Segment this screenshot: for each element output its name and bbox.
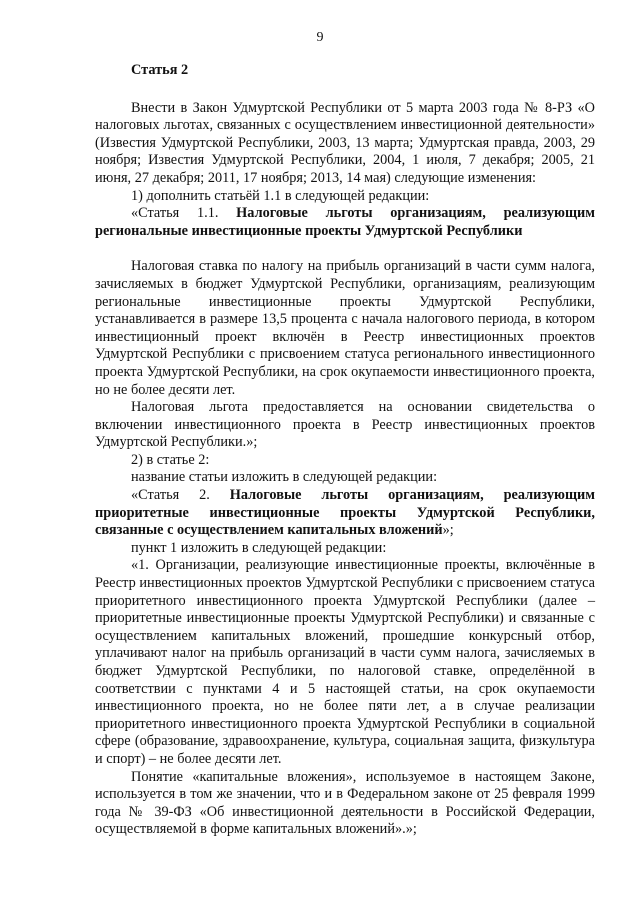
- page-number: 9: [316, 30, 324, 45]
- rename-instruction: название статьи изложить в следующей редакции:: [131, 469, 438, 486]
- document-body: [95, 62, 595, 839]
- article-heading: Статья 2: [131, 62, 189, 78]
- capital-investment-paragraph: Понятие «капитальные вложения», используемое в настоящем Законе, используется в том же значении, что и в Федеральном законе от 25 февраля 1999 года № 39-ФЗ «Об инвестиционной деятельности в Российской Федерации, осуществляемой в форме капитальных вложений».»;: [95, 768, 595, 838]
- article-2-suffix: »;: [442, 522, 454, 539]
- article-1-1-prefix: «Статья 1.1.: [131, 205, 219, 222]
- article-2-title: [95, 487, 595, 540]
- amendment-item-2: 2) в статье 2:: [131, 451, 210, 468]
- amendment-item-1: 1) дополнить статьёй 1.1 в следующей редакции:: [131, 187, 430, 204]
- article-2-prefix: «Статья 2.: [131, 487, 210, 504]
- tax-benefit-paragraph: Налоговая льгота предоставляется на основании свидетельства о включении инвестиционного проекта в Реестр инвестиционных проектов Удмуртской Республики.»;: [95, 399, 595, 451]
- article-1-1-name: Налоговые льготы организациям, реализующим региональные инвестиционные проекты Удмуртской Республики: [95, 205, 595, 239]
- tax-rate-paragraph: Налоговая ставка по налогу на прибыль организаций в части сумм налога, зачисляемых в бюджет Удмуртской Республики, организациям, реализующим региональные инвестиционные проекты Удмуртской Республики, устанавливается в размере 13,5 процента с начала налогового периода, в котором инвестиционный проект включён в Реестр инвестиционных проектов Удмуртской Республики с присвоением статуса регионального инвестиционного проекта Удмуртской Республики, на срок окупаемости инвестиционного проекта, но не более десяти лет.: [95, 258, 595, 398]
- article-1-1-title: [95, 205, 595, 240]
- intro-paragraph: Внести в Закон Удмуртской Республики от 5 марта 2003 года № 8-РЗ «О налоговых льготах, связанных с осуществлением инвестиционной деятельности» (Известия Удмуртской Республики, 2003, 13 марта; Удмуртская правда, 2003, 29 ноября; Известия Удмуртской Республики, 2004, 1 июля, 7 декабря; 2005, 21 июня, 27 декабря; 2011, 17 ноября; 2013, 14 мая) следующие изменения:: [95, 99, 595, 186]
- point-1-paragraph: «1. Организации, реализующие инвестиционные проекты, включённые в Реестр инвестиционных проектов Удмуртской Республики с присвоением статуса приоритетного инвестиционного проекта Удмуртской Республики (далее – приоритетные инвестиционные проекты Удмуртской Республики) и связанные с осуществлением капитальных вложений, прошедшие конкурсный отбор, уплачивают налог на прибыль организаций в части сумм налога, зачисляемых в бюджет Удмуртской Республики, по налоговой ставке, определённой в соответствии с пунктами 4 и 5 настоящей статьи, на срок окупаемости инвестиционного проекта, но не более пяти лет, а в случае реализации приоритетного инвестиционного проекта Удмуртской Республики в социальной сфере (образование, здравоохранение, культура, социальная защита, физкультура и спорт) – не более десяти лет.: [95, 557, 595, 767]
- point-1-instruction: пункт 1 изложить в следующей редакции:: [131, 539, 387, 556]
- article-2-name: Налоговые льготы организациям, реализующим приоритетные инвестиционные проекты Удмуртской Республики, связанные с осуществлением капитальных вложений: [95, 487, 595, 539]
